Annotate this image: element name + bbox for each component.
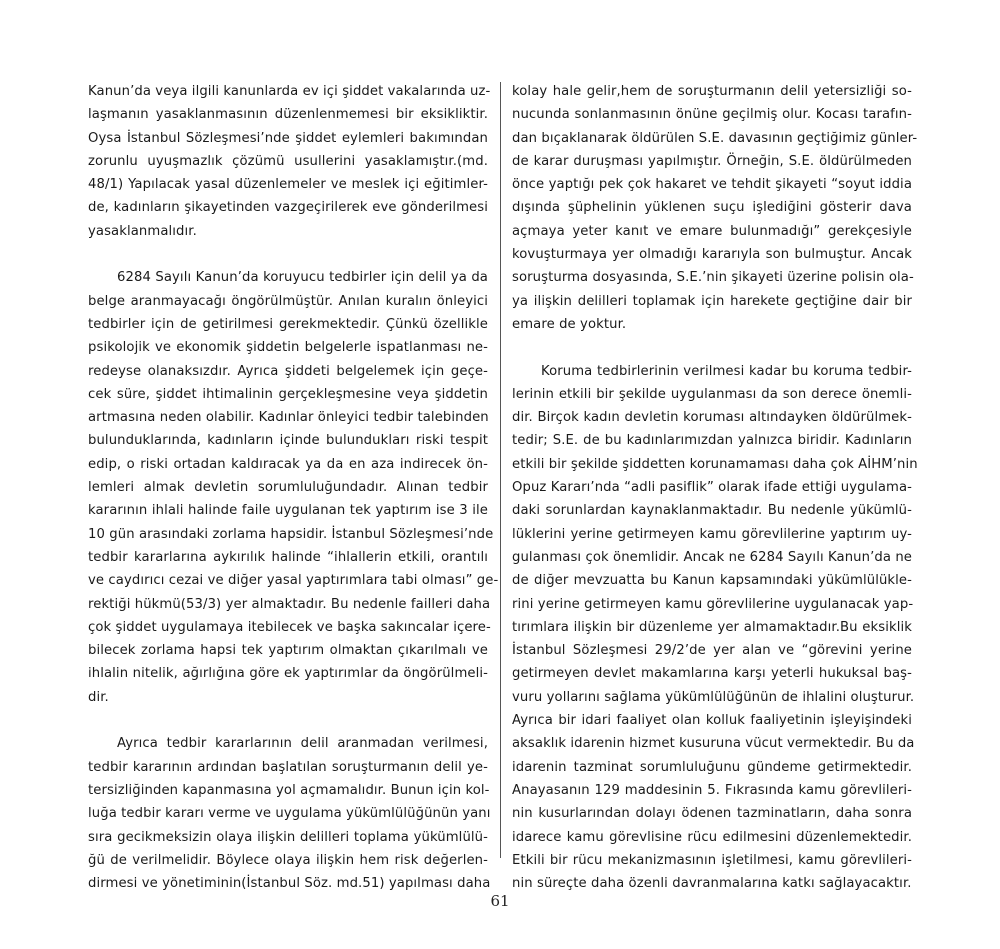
text-line: tedbir kararlarına aykırılık halinde “ihlallerin etkili, orantılı bbox=[88, 549, 488, 565]
text-line: dir. Birçok kadın devletin koruması altındayken öldürülmek- bbox=[512, 410, 912, 426]
text-line: de karar duruşması yapılmıştır. Örneğin, S.E. öldürülmeden bbox=[512, 153, 912, 169]
text-line: nin süreçte daha özenli davranmalarına katkı sağlayacaktır. bbox=[512, 876, 912, 892]
text-line: vuru yollarını sağlama yükümlülüğünün de ihlalini oluşturur. bbox=[512, 689, 915, 705]
text-line: dan bıçaklanarak öldürülen S.E. davasının geçtiğimiz günler- bbox=[512, 130, 918, 146]
text-line: tedbirler için de getirilmesi gerekmektedir. Çünkü özellikle bbox=[88, 316, 488, 332]
text-line: lüklerini yerine getirmeyen kamu görevlilerine yaptırım uy- bbox=[512, 526, 912, 542]
left-text-column bbox=[88, 80, 499, 895]
text-line: yasaklanmalıdır. bbox=[88, 223, 197, 239]
text-line: sıra gecikmeksizin olaya ilişkin delilleri toplama yükümlülü- bbox=[88, 829, 488, 845]
text-line: 6284 Sayılı Kanun’da koruyucu tedbirler için delil ya da bbox=[117, 270, 488, 286]
text-line: artmasına neden olabilir. Kadınlar önleyici tedbir talebinden bbox=[88, 410, 489, 426]
text-line: getirmeyen devlet makamlarına karşı yeterli hukuksal baş- bbox=[512, 666, 912, 682]
text-line: 10 gün arasındaki zorlama hapsidir. İstanbul Sözleşmesi’nde bbox=[88, 526, 494, 542]
text-line: nucunda sonlanmasının önüne geçilmiş olur. Kocası tarafın- bbox=[512, 107, 912, 123]
text-line: Ayrıca bir idari faaliyet olan kolluk faaliyetinin işleyişindeki bbox=[512, 713, 912, 729]
text-line: lerinin etkili bir şekilde uygulanması da son derece önemli- bbox=[512, 386, 912, 402]
text-line: tedir; S.E. de bu kadınlarımızdan yalnızca biridir. Kadınların bbox=[512, 433, 912, 449]
text-line: dirmesi ve yönetiminin(İstanbul Söz. md.51) yapılması daha bbox=[88, 876, 491, 892]
text-line: Kanun’da veya ilgili kanunlarda ev içi şiddet vakalarında uz- bbox=[88, 84, 491, 99]
paragraph bbox=[88, 732, 491, 895]
page-number: 61 bbox=[490, 892, 510, 910]
text-line: belge aranmayacağı öngörülmüştür. Anılan kuralın önleyici bbox=[88, 293, 488, 309]
text-line: rini yerine getirmeyen kamu görevlilerine uygulanacak yap- bbox=[512, 596, 914, 612]
text-line: kovuşturmaya yer olmadığı kararıyla son bulmuştur. Ancak bbox=[512, 247, 912, 263]
text-line: rektiği hükmü(53/3) yer almaktadır. Bu nedenle failleri daha bbox=[88, 596, 491, 612]
right-text-column bbox=[512, 80, 918, 895]
text-line: tersizliğinden kapanmasına yol açmamalıdır. Bunun için kol- bbox=[88, 782, 490, 798]
paragraph bbox=[512, 360, 918, 896]
text-line: de, kadınların şikayetinden vazgeçirilerek eve gönderilmesi bbox=[88, 200, 488, 216]
text-line: İstanbul Sözleşmesi 29/2’de yer alan ve “görevini yerine bbox=[512, 643, 912, 659]
text-line: laşmanın yasaklanmasının düzenlenmemesi bir eksikliktir. bbox=[88, 107, 488, 123]
paragraph-gap bbox=[512, 336, 912, 359]
text-line: ihlalin nitelik, ağırlığına göre ek yaptırımlar da öngörülmeli- bbox=[88, 666, 488, 682]
text-line: cek süre, şiddet ihtimalinin gerçekleşmesine veya şiddetin bbox=[88, 386, 488, 402]
text-line: aksaklık idarenin hizmet kusuruna vücut vermektedir. Bu da bbox=[512, 736, 915, 752]
text-line: luğa tedbir kararı verme ve uygulama yükümlülüğünün yanı bbox=[88, 806, 491, 822]
text-line: bulunduklarında, kadınların içinde bulundukları riski tespit bbox=[88, 433, 488, 449]
text-line: tırımlara ilişkin bir düzenleme yer almamaktadır.Bu eksiklik bbox=[512, 619, 912, 635]
text-line: ğü de verilmelidir. Böylece olaya ilişkin hem risk değerlen- bbox=[88, 852, 488, 868]
text-line: emare de yoktur. bbox=[512, 316, 627, 332]
text-line: Ayrıca tedbir kararlarının delil aranmadan verilmesi, bbox=[117, 736, 488, 752]
text-line: çok şiddet uygulamaya itebilecek ve başka sakıncalar içere- bbox=[88, 619, 491, 635]
text-line: edip, o riski ortadan kaldıracak ya da en aza indirecek ön- bbox=[88, 456, 488, 472]
paragraph-gap bbox=[88, 243, 488, 266]
text-line: 48/1) Yapılacak yasal düzenlemeler ve meslek içi eğitimler- bbox=[88, 177, 488, 193]
text-line: Anayasanın 129 maddesinin 5. Fıkrasında kamu görevlileri- bbox=[512, 782, 912, 798]
text-line: etkili bir şekilde şiddetten korunamaması daha çok AİHM’nin bbox=[512, 456, 918, 472]
text-line: ve caydırıcı cezai ve diğer yasal yaptırımlara tabi olması” ge- bbox=[88, 573, 499, 589]
text-line: idarece kamu görevlisine rücu edilmesini düzenlemektedir. bbox=[512, 829, 912, 845]
text-line: idarenin tazminat sorumluluğunu gündeme getirmektedir. bbox=[512, 759, 912, 775]
text-line: dir. bbox=[88, 689, 109, 705]
text-line: Koruma tedbirlerinin verilmesi kadar bu koruma tedbir- bbox=[541, 363, 912, 379]
text-line: daki sorunlardan kaynaklanmaktadır. Bu nedenle yükümlü- bbox=[512, 503, 912, 519]
text-line: Etkili bir rücu mekanizmasının işletilmesi, kamu görevlileri- bbox=[512, 852, 912, 868]
text-line: tedbir kararının ardından başlatılan soruşturmanın delil ye- bbox=[88, 759, 488, 775]
text-line: soruşturma dosyasında, S.E.’nin şikayeti üzerine polisin ola- bbox=[512, 270, 914, 286]
text-line: Opuz Kararı’nda “adli pasiflik” olarak ifade ettiği uygulama- bbox=[512, 480, 912, 496]
paragraph bbox=[88, 266, 499, 709]
text-line: Oysa İstanbul Sözleşmesi’nde şiddet eylemleri bakımından bbox=[88, 130, 488, 146]
text-line: bilecek zorlama hapsi tek yaptırım olmaktan çıkarılmalı ve bbox=[88, 643, 488, 659]
text-line: önce yaptığı pek çok hakaret ve tehdit şikayeti “soyut iddia bbox=[512, 177, 912, 193]
text-line: de diğer mevzuatta bu Kanun kapsamındaki yükümlülükle- bbox=[512, 573, 912, 589]
text-line: kolay hale gelir,hem de soruşturmanın delil yetersizliği so- bbox=[512, 84, 912, 99]
text-line: zorunlu uyuşmazlık çözümü usullerini yasaklamıştır.(md. bbox=[88, 153, 488, 169]
text-line: nin kusurlarından dolayı ödenen tazminatların, daha sonra bbox=[512, 806, 912, 822]
column-divider bbox=[500, 82, 501, 858]
text-line: lemleri almak devletin sorumluluğundadır. Alınan tedbir bbox=[88, 480, 488, 496]
text-line: psikolojik ve ekonomik şiddetin belgelerle ispatlanması ne- bbox=[88, 340, 488, 356]
text-line: kararının ihlali halinde faile uygulanan tek yaptırım ise 3 ile bbox=[88, 503, 488, 519]
paragraph bbox=[88, 80, 491, 243]
text-line: açmaya yeter kanıt ve emare bulunmadığı” gerekçesiyle bbox=[512, 223, 912, 239]
paragraph-gap bbox=[88, 709, 488, 732]
text-line: gulanması çok önemlidir. Ancak ne 6284 Sayılı Kanun’da ne bbox=[512, 549, 912, 565]
text-line: redeyse olanaksızdır. Ayrıca şiddeti belgelemek için geçe- bbox=[88, 363, 488, 379]
text-line: dışında şüphelinin yüklenen suçu işlediğini gösterir dava bbox=[512, 200, 912, 216]
paragraph bbox=[512, 80, 918, 336]
text-line: ya ilişkin delilleri toplamak için harekete geçtiğine dair bir bbox=[512, 293, 912, 309]
